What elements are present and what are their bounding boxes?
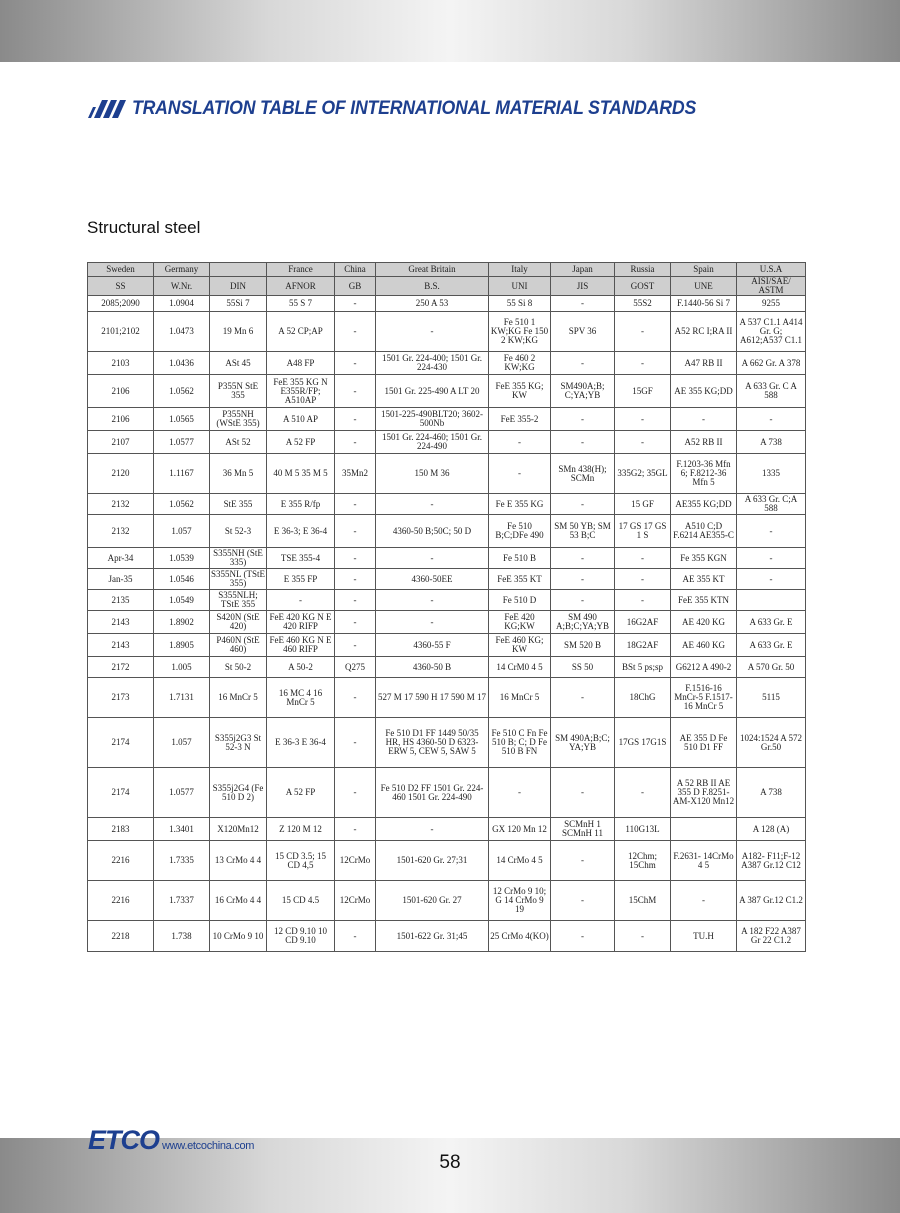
- table-cell: Fe 510 1 KW;KG Fe 150 2 KW;KG: [489, 312, 551, 352]
- title-block: [88, 96, 739, 122]
- table-cell: -: [551, 921, 615, 952]
- table-cell: StE 355: [210, 494, 267, 515]
- table-cell: 1.8905: [154, 634, 210, 657]
- table-cell: A 738: [737, 431, 806, 454]
- table-cell: -: [335, 921, 376, 952]
- table-cell: S355NL (TStE 355): [211, 569, 265, 588]
- header-cell: Japan: [551, 263, 615, 277]
- table-cell: -: [335, 408, 376, 431]
- table-cell: 1.0562: [154, 494, 210, 515]
- table-cell: -: [737, 548, 806, 569]
- table-row: [88, 494, 806, 515]
- table-cell: 2101;2102: [88, 312, 154, 352]
- table-cell: SM 520 B: [551, 634, 615, 657]
- header-cell: GB: [335, 277, 376, 296]
- table-cell: -: [551, 296, 615, 312]
- table-cell: 16 MC 4 16 MnCr 5: [267, 678, 335, 718]
- table-cell: 4360-50 B: [376, 657, 489, 678]
- page-title: TRANSLATION TABLE OF INTERNATIONAL MATERIAL STANDARDS: [132, 98, 697, 119]
- table-cell: AE 460 KG: [671, 634, 737, 657]
- table-cell: -: [335, 375, 376, 408]
- table-cell: A 662 Gr. A 378: [737, 352, 806, 375]
- table-cell: 2218: [88, 921, 154, 952]
- table-cell: -: [376, 611, 489, 634]
- table-cell: -: [335, 515, 376, 548]
- table-cell: 1.0565: [154, 408, 210, 431]
- table-cell: F.1203-36 Mfn 6; F.8212-36 Mfn 5: [671, 454, 737, 494]
- table-row: [88, 657, 806, 678]
- table-cell: 1501-622 Gr. 31;45: [376, 921, 489, 952]
- table-cell: Apr-34: [88, 548, 154, 569]
- table-body: [88, 296, 806, 952]
- table-cell: A 52 FP: [267, 768, 335, 818]
- table-cell: 2143: [88, 634, 154, 657]
- table-cell: A52 RC I;RA II: [671, 312, 737, 352]
- table-cell: Fe 460 2 KW;KG: [489, 352, 551, 375]
- table-row: [88, 408, 806, 431]
- table-cell: 1.057: [154, 515, 210, 548]
- table-cell: AE 355 KG;DD: [671, 375, 737, 408]
- table-row: [88, 718, 806, 768]
- header-cell: AISI/SAE/ ASTM: [737, 277, 806, 296]
- table-cell: FeE 355 KG; KW: [489, 375, 551, 408]
- table-cell: A47 RB II: [671, 352, 737, 375]
- table-cell: 19 Mn 6: [210, 312, 267, 352]
- table-cell: 4360-50EE: [376, 569, 489, 590]
- table-cell: A 52 CP;AP: [267, 312, 335, 352]
- table-cell: -: [376, 818, 489, 841]
- table-row: [88, 678, 806, 718]
- table-cell: 2172: [88, 657, 154, 678]
- table-cell: -: [376, 590, 489, 611]
- table-cell: A 52 RB II AE 355 D F.8251- AM-X120 Mn12: [671, 768, 737, 818]
- table-cell: -: [551, 678, 615, 718]
- table-cell: SM 50 YB; SM 53 B;C: [551, 515, 615, 548]
- table-cell: [737, 590, 806, 611]
- table-cell: 1501-620 Gr. 27;31: [376, 841, 489, 881]
- table-cell: 2143: [88, 611, 154, 634]
- table-cell: A 52 FP: [267, 431, 335, 454]
- table-cell: 1.3401: [154, 818, 210, 841]
- table-cell: SM490A;B; C;YA;YB: [551, 375, 615, 408]
- table-cell: -: [551, 494, 615, 515]
- table-cell: 15ChM: [615, 881, 671, 921]
- table-cell: 5115: [737, 678, 806, 718]
- table-cell: 16 MnCr 5: [210, 678, 267, 718]
- table-cell: AE355 KG;DD: [671, 494, 737, 515]
- table-cell: 18G2AF: [615, 634, 671, 657]
- logo-mark: ETCO: [88, 1125, 160, 1155]
- table-cell: 1.0577: [154, 768, 210, 818]
- header-cell: DIN: [210, 277, 267, 296]
- table-cell: -: [335, 312, 376, 352]
- table-cell: -: [737, 569, 806, 590]
- table-cell: -: [551, 881, 615, 921]
- table-cell: -: [335, 818, 376, 841]
- table-cell: FeE 355 KTN: [671, 590, 737, 611]
- table-cell: 25 CrMo 4(KO): [489, 921, 551, 952]
- table-cell: 16 MnCr 5: [489, 678, 551, 718]
- table-cell: AE 355 D Fe 510 D1 FF: [671, 718, 737, 768]
- table-cell: A 633 Gr. E: [737, 611, 806, 634]
- table-cell: SM 490A;B;C; YA;YB: [551, 718, 615, 768]
- table-cell: FeE 460 KG; KW: [489, 634, 551, 657]
- table-cell: -: [737, 408, 806, 431]
- table-cell: -: [335, 590, 376, 611]
- table-cell: 1501-225-490BLT20; 3602-500Nb: [376, 408, 489, 431]
- table-cell: 1.0562: [154, 375, 210, 408]
- table-row: [88, 312, 806, 352]
- table-cell: S355j2G4 (Fe 510 D 2): [210, 768, 267, 818]
- table-cell: 12 CD 9.10 10 CD 9.10: [267, 921, 335, 952]
- header-cell: SS: [88, 277, 154, 296]
- table-cell: A 633 Gr. C A 588: [737, 375, 806, 408]
- table-cell: 1335: [737, 454, 806, 494]
- table-cell: 13 CrMo 4 4: [210, 841, 267, 881]
- page-number: 58: [439, 1152, 461, 1173]
- table-cell: 55 Si 8: [489, 296, 551, 312]
- table-cell: F.1440-56 Si 7: [671, 296, 737, 312]
- table-cell: -: [615, 408, 671, 431]
- table-cell: [671, 818, 737, 841]
- table-cell: 1501 Gr. 224-460; 1501 Gr. 224-490: [376, 431, 489, 454]
- table-cell: BSt 5 ps;sp: [615, 657, 671, 678]
- table-cell: -: [615, 431, 671, 454]
- table-cell: AE 420 KG: [671, 611, 737, 634]
- table-cell: St 50-2: [210, 657, 267, 678]
- table-cell: SPV 36: [551, 312, 615, 352]
- table-cell: A510 C;D F.6214 AE355-C: [671, 515, 737, 548]
- table-cell: 2120: [88, 454, 154, 494]
- table-cell: 1501-620 Gr. 27: [376, 881, 489, 921]
- table-cell: A52 RB II: [671, 431, 737, 454]
- table-cell: -: [267, 590, 335, 611]
- table-cell: 1.0473: [154, 312, 210, 352]
- table-cell: A 387 Gr.12 C1.2: [737, 881, 806, 921]
- table-cell: 17GS 17G1S: [615, 718, 671, 768]
- table-cell: E 355 FP: [267, 569, 335, 590]
- table-cell: -: [615, 921, 671, 952]
- table-cell: 335G2; 35GL: [615, 454, 671, 494]
- table-cell: 16G2AF: [615, 611, 671, 634]
- stripes-icon: [88, 100, 128, 118]
- header-cell: France: [267, 263, 335, 277]
- table-row: [88, 590, 806, 611]
- material-standards-table: [87, 262, 806, 952]
- table-cell: FeE 460 KG N E 460 RIFP: [267, 634, 335, 657]
- table-cell: Q275: [335, 657, 376, 678]
- table-cell: A 182 F22 A387 Gr 22 C1.2: [737, 921, 806, 952]
- table-cell: St 52-3: [210, 515, 267, 548]
- table-cell: Jan-35: [88, 569, 154, 590]
- table-cell: 527 M 17 590 H 17 590 M 17: [376, 678, 489, 718]
- table-cell: -: [335, 431, 376, 454]
- header-cell: Sweden: [88, 263, 154, 277]
- table-cell: SS 50: [551, 657, 615, 678]
- standard-header-row: [88, 277, 806, 296]
- table-cell: 1501 Gr. 225-490 A LT 20: [376, 375, 489, 408]
- table-row: [88, 841, 806, 881]
- table-cell: 2174: [88, 768, 154, 818]
- table-cell: A 510 AP: [267, 408, 335, 431]
- table-cell: 16 CrMo 4 4: [210, 881, 267, 921]
- table-cell: A 633 Gr. C;A 588: [737, 494, 806, 515]
- table-cell: 1.7335: [154, 841, 210, 881]
- table-cell: FeE 355 KT: [489, 569, 551, 590]
- table-cell: S420N (StE 420): [210, 611, 267, 634]
- table-cell: P355N StE 355: [210, 375, 267, 408]
- table-row: [88, 921, 806, 952]
- table-cell: 2183: [88, 818, 154, 841]
- table-cell: 15GF: [615, 375, 671, 408]
- table-cell: 1.738: [154, 921, 210, 952]
- table-row: [88, 515, 806, 548]
- table-cell: 12 CrMo 9 10; G 14 CrMo 9 19: [489, 881, 551, 921]
- table-cell: A 738: [737, 768, 806, 818]
- table-cell: 1.0577: [154, 431, 210, 454]
- table-cell: 15 CD 3.5; 15 CD 4,5: [267, 841, 335, 881]
- top-gradient-bar: [0, 0, 900, 62]
- table-cell: Fe 510 B;C;DFe 490: [489, 515, 551, 548]
- table-cell: 12CrMo: [335, 841, 376, 881]
- header-cell: Russia: [615, 263, 671, 277]
- header-cell: UNI: [489, 277, 551, 296]
- table-cell: Fe 355 KGN: [671, 548, 737, 569]
- header-cell: Germany: [154, 263, 210, 277]
- table-cell: 18ChG: [615, 678, 671, 718]
- table-cell: -: [335, 548, 376, 569]
- table-cell: F.1516-16 MnCr-5 F.1517-16 MnCr 5: [671, 678, 737, 718]
- table-cell: 1.0539: [154, 548, 210, 569]
- table-cell: -: [551, 431, 615, 454]
- table-cell: 1.1167: [154, 454, 210, 494]
- table-cell: -: [335, 569, 376, 590]
- table-cell: -: [376, 494, 489, 515]
- table-row: [88, 818, 806, 841]
- table-cell: -: [376, 312, 489, 352]
- table-cell: -: [615, 590, 671, 611]
- table-cell: 110G13L: [615, 818, 671, 841]
- table-cell: 2103: [88, 352, 154, 375]
- table-cell: 1.005: [154, 657, 210, 678]
- table-cell: -: [615, 548, 671, 569]
- table-cell: 1501 Gr. 224-400; 1501 Gr. 224-430: [376, 352, 489, 375]
- table-cell: 2106: [88, 375, 154, 408]
- header-cell: Spain: [671, 263, 737, 277]
- table-cell: A 537 C1.1 A414 Gr. G; A612;A537 C1.1: [737, 312, 806, 352]
- table-cell: -: [335, 768, 376, 818]
- table-row: [88, 634, 806, 657]
- table-cell: 15 CD 4.5: [267, 881, 335, 921]
- table-cell: Fe E 355 KG: [489, 494, 551, 515]
- table-cell: A48 FP: [267, 352, 335, 375]
- table-cell: -: [551, 569, 615, 590]
- table-row: [88, 454, 806, 494]
- header-cell: [210, 263, 267, 277]
- table-cell: 40 M 5 35 M 5: [267, 454, 335, 494]
- table-cell: -: [489, 768, 551, 818]
- table-cell: -: [671, 881, 737, 921]
- table-cell: Fe 510 D: [489, 590, 551, 611]
- header-cell: W.Nr.: [154, 277, 210, 296]
- table-row: [88, 881, 806, 921]
- table-cell: -: [335, 352, 376, 375]
- table-cell: 2216: [88, 881, 154, 921]
- table-row: [88, 569, 806, 590]
- table-cell: 12CrMo: [335, 881, 376, 921]
- table-cell: 55 S 7: [267, 296, 335, 312]
- table-cell: P355NH (WStE 355): [210, 408, 267, 431]
- table-cell: 1.0436: [154, 352, 210, 375]
- table-cell: E 36-3 E 36-4: [267, 718, 335, 768]
- table-cell: -: [335, 296, 376, 312]
- table-cell: -: [489, 454, 551, 494]
- table-row: [88, 548, 806, 569]
- table-cell: 2135: [88, 590, 154, 611]
- table-cell: 1.0549: [154, 590, 210, 611]
- table-cell: SM 490 A;B;C;YA;YB: [551, 611, 615, 634]
- table-cell: -: [489, 431, 551, 454]
- table-cell: 1.057: [154, 718, 210, 768]
- table-cell: FeE 355 KG N E355R/FP; A510AP: [267, 375, 335, 408]
- header-cell: UNE: [671, 277, 737, 296]
- table-cell: Fe 510 D2 FF 1501 Gr. 224-460 1501 Gr. 224-490: [376, 768, 489, 818]
- table-row: [88, 352, 806, 375]
- header-cell: Great Britain: [376, 263, 489, 277]
- table-cell: 2085;2090: [88, 296, 154, 312]
- table-cell: -: [335, 678, 376, 718]
- table-cell: Z 120 M 12: [267, 818, 335, 841]
- table-cell: 9255: [737, 296, 806, 312]
- table-cell: -: [737, 515, 806, 548]
- header-cell: Italy: [489, 263, 551, 277]
- table-cell: ASt 52: [210, 431, 267, 454]
- table-cell: -: [335, 634, 376, 657]
- table-cell: 2132: [88, 515, 154, 548]
- table-cell: Fe 510 C Fn Fe 510 B; C; D Fe 510 B FN: [489, 718, 551, 768]
- table-cell: E 355 R/fp: [267, 494, 335, 515]
- table-cell: 4360-50 B;50C; 50 D: [376, 515, 489, 548]
- header-cell: China: [335, 263, 376, 277]
- table-cell: FeE 355-2: [489, 408, 551, 431]
- table-cell: 1.0546: [154, 569, 210, 590]
- table-cell: 1.8902: [154, 611, 210, 634]
- table-cell: -: [551, 841, 615, 881]
- table-cell: S355NLH; TStE 355: [210, 590, 267, 611]
- table-cell: 1.0904: [154, 296, 210, 312]
- table-cell: 2174: [88, 718, 154, 768]
- table-cell: 10 CrMo 9 10: [210, 921, 267, 952]
- website-url: www.etcochina.com: [162, 1140, 255, 1152]
- table-row: [88, 431, 806, 454]
- table-cell: 1.7337: [154, 881, 210, 921]
- table-cell: 14 CrM0 4 5: [489, 657, 551, 678]
- table-cell: FeE 420 KG;KW: [489, 611, 551, 634]
- table-cell: SCMnH 1 SCMnH 11: [551, 818, 615, 841]
- table-cell: -: [376, 548, 489, 569]
- table-cell: 55S2: [615, 296, 671, 312]
- table-cell: 17 GS 17 GS 1 S: [615, 515, 671, 548]
- section-heading: Structural steel: [87, 218, 201, 237]
- table-cell: 35Mn2: [335, 454, 376, 494]
- table-cell: -: [551, 408, 615, 431]
- table-cell: -: [335, 718, 376, 768]
- table-cell: 14 CrMo 4 5: [489, 841, 551, 881]
- table-cell: 2216: [88, 841, 154, 881]
- table-cell: -: [335, 494, 376, 515]
- table-cell: F.2631- 14CrMo 4 5: [671, 841, 737, 881]
- table-cell: TU.H: [671, 921, 737, 952]
- table-cell: -: [551, 768, 615, 818]
- table-cell: 250 A 53: [376, 296, 489, 312]
- header-cell: B.S.: [376, 277, 489, 296]
- header-cell: U.S.A: [737, 263, 806, 277]
- table-row: [88, 611, 806, 634]
- table-cell: -: [615, 312, 671, 352]
- table-cell: -: [671, 408, 737, 431]
- table-cell: GX 120 Mn 12: [489, 818, 551, 841]
- table-cell: -: [551, 352, 615, 375]
- table-cell: A182- F11;F-12 A387 Gr.12 C12: [737, 841, 806, 881]
- table-cell: 55Si 7: [210, 296, 267, 312]
- table-cell: 2106: [88, 408, 154, 431]
- table-cell: -: [551, 590, 615, 611]
- table-cell: SMn 438(H); SCMn: [551, 454, 615, 494]
- table-cell: -: [551, 548, 615, 569]
- table-cell: Fe 510 B: [489, 548, 551, 569]
- table-cell: 2173: [88, 678, 154, 718]
- table-cell: A 128 (A): [737, 818, 806, 841]
- table-cell: TSE 355-4: [267, 548, 335, 569]
- table-cell: 15 GF: [615, 494, 671, 515]
- table-cell: -: [335, 611, 376, 634]
- table-cell: ASt 45: [210, 352, 267, 375]
- country-header-row: [88, 263, 806, 277]
- table-row: [88, 375, 806, 408]
- table-cell: 1024:1524 A 572 Gr.50: [737, 718, 806, 768]
- table-cell: 2132: [88, 494, 154, 515]
- header-cell: GOST: [615, 277, 671, 296]
- table-cell: 12Chm; 15Chm: [615, 841, 671, 881]
- table-cell: X120Mn12: [210, 818, 267, 841]
- table-cell: G6212 A 490-2: [671, 657, 737, 678]
- table-cell: 2107: [88, 431, 154, 454]
- table-cell: FeE 420 KG N E 420 RIFP: [267, 611, 335, 634]
- table-cell: P460N (StE 460): [210, 634, 267, 657]
- table-cell: 36 Mn 5: [210, 454, 267, 494]
- table-cell: E 36-3; E 36-4: [267, 515, 335, 548]
- table-cell: 1.7131: [154, 678, 210, 718]
- table-cell: A 633 Gr. E: [737, 634, 806, 657]
- table-row: [88, 296, 806, 312]
- table-cell: Fe 510 D1 FF 1449 50/35 HR, HS 4360-50 D 6323-ERW 5, CEW 5, SAW 5: [376, 718, 489, 768]
- table-cell: -: [615, 352, 671, 375]
- table-cell: -: [615, 768, 671, 818]
- table-cell: A 50-2: [267, 657, 335, 678]
- table-cell: AE 355 KT: [671, 569, 737, 590]
- header-cell: JIS: [551, 277, 615, 296]
- table-cell: S355j2G3 St 52-3 N: [210, 718, 267, 768]
- table-cell: 4360-55 F: [376, 634, 489, 657]
- table-cell: A 570 Gr. 50: [737, 657, 806, 678]
- table-cell: 150 M 36: [376, 454, 489, 494]
- table-cell: -: [615, 569, 671, 590]
- header-cell: AFNOR: [267, 277, 335, 296]
- table-cell: S355NH (StE 335): [210, 548, 267, 569]
- table-row: [88, 768, 806, 818]
